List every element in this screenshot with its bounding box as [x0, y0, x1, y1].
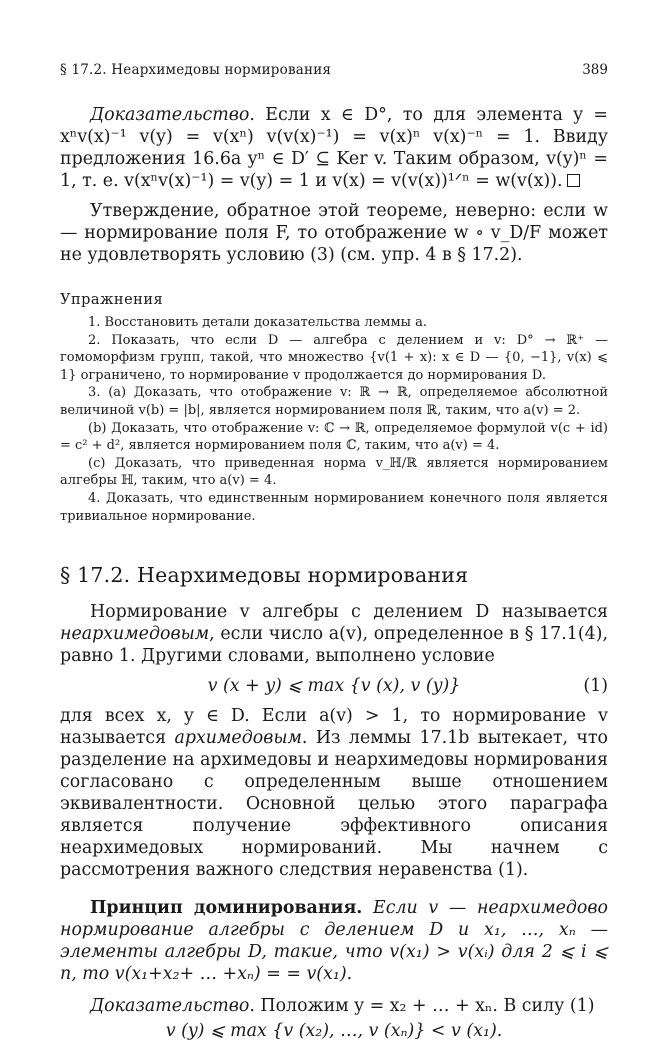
definition-paragraph — [60, 601, 608, 667]
exercises-heading: Упражнения — [60, 292, 164, 308]
running-header — [60, 62, 608, 88]
exercise-item: 2. Показать, что если D — алгебра с делением и v: D° → ℝ⁺ — гомоморфизм групп, такой, что множество {v(1 + x): x ∈ D — {0, −1}, v(x) ⩽ 1} ограничено, то нормирование v продолжается до нормирования D. — [60, 332, 608, 383]
archimedean-lead: для всех x, y ∈ D. Если a(v) > 1, то нормирование v называется — [60, 706, 608, 749]
term-nonarchimedean: неархимедовым — [60, 624, 210, 645]
domination-principle — [60, 897, 608, 985]
archimedean-paragraph — [60, 705, 608, 881]
book-page — [60, 62, 608, 1041]
equation-1 — [60, 667, 608, 705]
definition-lead: Нормирование v алгебры с делением D называется — [90, 602, 608, 623]
archimedean-rest: . Из леммы 17.1b вытекает, что разделение на архимедовы и неархимедовы нормирования согласовано с определенным выше отношением эквивалентности. Основной целью этого параграфа является получение эффективного описания неархимедовых нормирований. Мы начнем с рассмотрения важного следствия неравенства (1). — [60, 728, 608, 881]
proof-text: Если x ∈ D°, то для элемента y = xⁿv(x)⁻¹ v(y) = v(xⁿ) v(v(x)⁻¹) = v(x)ⁿ v(x)⁻ⁿ = 1. Ввиду предложения 16.6a yⁿ ∈ D′ ⊆ Ker v. Таким образом, v(y)ⁿ = 1, т. е. v(xⁿv(x)⁻¹) = v(y) = 1 и v(x) = v(v(x))¹ᐟⁿ = w(v(x)). — [60, 105, 608, 191]
converse-note: Утверждение, обратное этой теореме, неверно: если w — нормирование поля F, то отображение w ∘ v_D/F может не удовлетворять условию (3) (см. упр. 4 в § 17.2). — [60, 201, 608, 265]
term-archimedean: архимедовым — [174, 728, 302, 749]
running-title: § 17.2. Неархимедовы нормирования — [60, 62, 332, 78]
principle-title: Принцип доминирования. — [90, 898, 363, 919]
principle-statement: Если v — неархимедово нормирование алгебры с делением D и x₁, …, xₙ — элементы алгебры D, такие, что v(x₁) > v(xᵢ) для 2 ⩽ i ⩽ n, то v(x₁+x₂+ … +xₙ) = = v(x₁). — [60, 898, 608, 985]
definition-rest: , если число a(v), определенное в § 17.1(4), равно 1. Другими словами, выполнено условие — [60, 624, 608, 667]
proof2-text: Положим y = x₂ + … + xₙ. В силу (1) — [254, 996, 595, 1017]
section-title: § 17.2. Неархимедовы нормирования — [60, 563, 469, 588]
exercise-item: 1. Восстановить детали доказательства леммы a. — [88, 315, 427, 330]
qed-box-icon — [567, 174, 580, 187]
equation-formula: v (x + y) ⩽ max {v (x), v (y)} — [207, 676, 461, 697]
equation-number: (1) — [583, 676, 608, 697]
exercise-item: 3. (a) Доказать, что отображение v: ℝ → ℝ, определяемое абсолютной величиной v(b) = |b|, является нормированием поля ℝ, таким, что a(v) = 2. — [60, 385, 608, 418]
proof2-paragraph — [60, 995, 608, 1017]
page-number: 389 — [582, 62, 608, 78]
proof-paragraph — [60, 104, 608, 192]
exercises-list — [60, 314, 608, 525]
proof-label: Доказательство. — [90, 105, 255, 125]
exercise-item: (b) Доказать, что отображение v: ℂ → ℝ, определяемое формулой v(c + id) = c² + d², является нормированием поля ℂ, таким, что a(v) = 4. — [60, 420, 608, 454]
proof2-label: Доказательство. — [90, 996, 255, 1017]
proof2-display: v (y) ⩽ max {v (x₂), …, v (xₙ)} < v (x₁). — [165, 1021, 503, 1041]
exercise-item: 4. Доказать, что единственным нормированием конечного поля является тривиальное нормирование. — [60, 490, 608, 524]
exercise-item: (c) Доказать, что приведенная норма v_ℍ/ℝ является нормированием алгебры ℍ, таким, что a(v) = 4. — [60, 455, 608, 489]
